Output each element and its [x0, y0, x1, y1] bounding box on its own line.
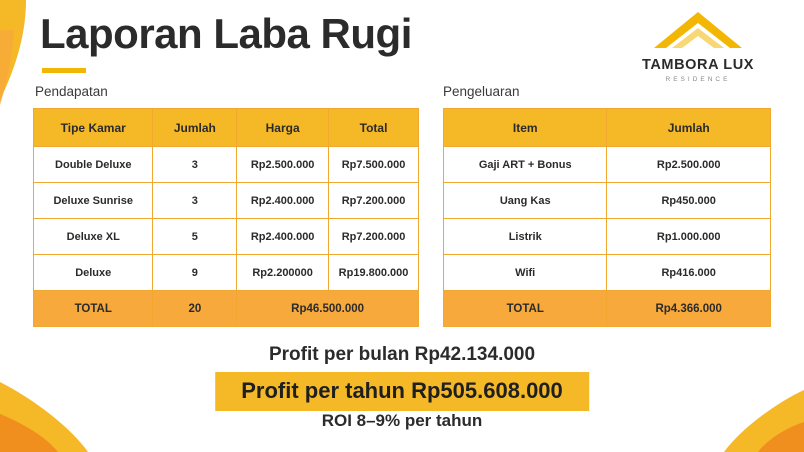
cell: Rp7.200.000 — [329, 219, 419, 255]
cell: Rp2.200000 — [237, 255, 329, 291]
cell: Rp19.800.000 — [329, 255, 419, 291]
column-header: Total — [329, 109, 419, 147]
expense-table — [443, 108, 771, 327]
cell: 5 — [153, 219, 237, 255]
cell: Rp2.500.000 — [607, 147, 771, 183]
income-section-label: Pendapatan — [35, 84, 108, 99]
column-header: Jumlah — [607, 109, 771, 147]
cell: Deluxe XL — [34, 219, 153, 255]
expense-section-label: Pengeluaran — [443, 84, 520, 99]
total-count: 20 — [153, 291, 237, 327]
income-total-row — [34, 291, 419, 327]
profit-per-month: Profit per bulan Rp42.134.000 — [268, 344, 536, 365]
table-row — [34, 219, 419, 255]
table-row — [444, 219, 771, 255]
cell: Gaji ART + Bonus — [444, 147, 607, 183]
cell: Rp7.500.000 — [329, 147, 419, 183]
cell: Uang Kas — [444, 183, 607, 219]
column-header: Harga — [237, 109, 329, 147]
column-header: Jumlah — [153, 109, 237, 147]
profit-per-year-highlight — [215, 372, 589, 411]
cell: Rp2.500.000 — [237, 147, 329, 183]
cell: Rp450.000 — [607, 183, 771, 219]
column-header: Tipe Kamar — [34, 109, 153, 147]
table-row — [34, 147, 419, 183]
cell: Rp7.200.000 — [329, 183, 419, 219]
profit-per-year: Profit per tahun Rp505.608.000 — [241, 378, 563, 403]
total-amount: Rp46.500.000 — [237, 291, 419, 327]
cell: Rp1.000.000 — [607, 219, 771, 255]
logo-name: TAMBORA LUX — [641, 57, 755, 73]
brand-logo — [632, 8, 764, 83]
cell: Rp2.400.000 — [237, 183, 329, 219]
cell: Rp416.000 — [607, 255, 771, 291]
cell: Listrik — [444, 219, 607, 255]
house-roof-icon — [650, 8, 746, 56]
total-label: TOTAL — [444, 291, 607, 327]
cell: 9 — [153, 255, 237, 291]
table-row — [444, 147, 771, 183]
table-row — [444, 183, 771, 219]
cell: Wifi — [444, 255, 607, 291]
expense-total-row — [444, 291, 771, 327]
column-header: Item — [444, 109, 607, 147]
cell: Deluxe Sunrise — [34, 183, 153, 219]
total-amount: Rp4.366.000 — [607, 291, 771, 327]
total-label: TOTAL — [34, 291, 153, 327]
table-row — [34, 255, 419, 291]
cell: 3 — [153, 147, 237, 183]
table-row — [444, 255, 771, 291]
title-underline — [42, 68, 86, 73]
cell: Rp2.400.000 — [237, 219, 329, 255]
logo-subtitle: RESIDENCE — [665, 76, 731, 83]
cell: Deluxe — [34, 255, 153, 291]
cell: 3 — [153, 183, 237, 219]
page-title: Laporan Laba Rugi — [40, 10, 412, 57]
cell: Double Deluxe — [34, 147, 153, 183]
table-header-row — [444, 109, 771, 147]
table-header-row — [34, 109, 419, 147]
roi-line: ROI 8–9% per tahun — [321, 411, 483, 430]
income-table — [33, 108, 419, 327]
table-row — [34, 183, 419, 219]
